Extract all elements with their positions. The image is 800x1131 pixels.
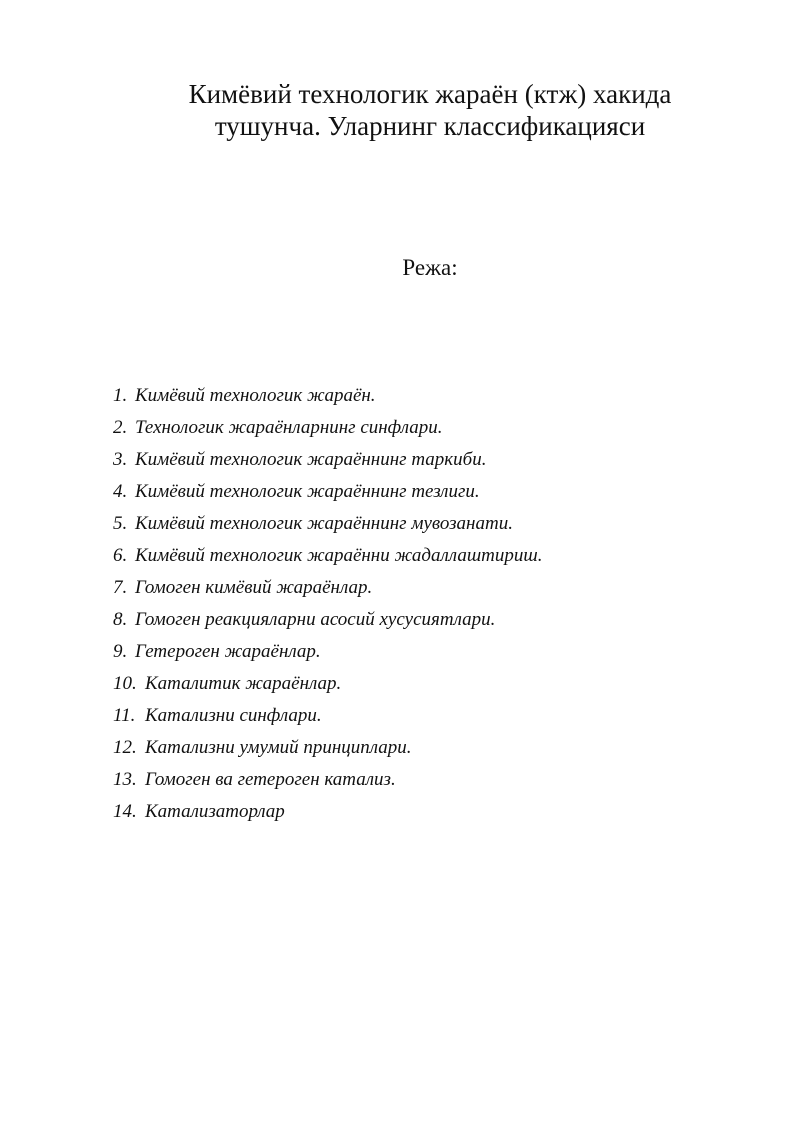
list-item-text: Кимёвий технологик жараён. [135, 385, 376, 406]
list-item-number: 1. [113, 385, 128, 406]
list-item [113, 412, 542, 444]
list-item-text: Гомоген реакцияларни асосий хусусиятлари. [135, 609, 496, 630]
list-item [113, 476, 542, 508]
list-item-text: Гомоген кимёвий жараёнлар. [135, 577, 373, 598]
list-item [113, 764, 542, 796]
list-item-text: Кимёвий технологик жараённинг таркиби. [135, 449, 487, 470]
title-line-1: Кимёвий технологик жараён (ктж) хакида [188, 79, 672, 109]
list-item [113, 700, 542, 732]
list-item [113, 572, 542, 604]
list-item-number: 14. [113, 801, 137, 822]
list-item-number: 9. [113, 641, 128, 662]
list-item-number: 8. [113, 609, 128, 630]
list-item [113, 508, 542, 540]
document-title [130, 78, 730, 142]
list-item-number: 7. [113, 577, 128, 598]
list-item-text: Технологик жараёнларнинг синфлари. [135, 417, 443, 438]
plan-outline-list [113, 380, 542, 828]
list-item [113, 604, 542, 636]
list-item [113, 732, 542, 764]
list-item [113, 636, 542, 668]
list-item [113, 380, 542, 412]
list-item-number: 6. [113, 545, 128, 566]
list-item-number: 10. [113, 673, 137, 694]
list-item-text: Кимёвий технологик жараённинг мувозанати. [135, 513, 513, 534]
list-item-text: Катализаторлар [145, 801, 285, 822]
list-item-number: 3. [113, 449, 128, 470]
list-item-number: 2. [113, 417, 128, 438]
plan-heading: Режа: [402, 255, 458, 280]
title-line-2: тушунча. Уларнинг классификацияси [214, 111, 646, 141]
list-item-text: Каталитик жараёнлар. [145, 673, 342, 694]
list-item-text: Гомоген ва гетероген катализ. [145, 769, 396, 790]
list-item-text: Катализни умумий принциплари. [145, 737, 412, 758]
list-item-number: 5. [113, 513, 128, 534]
list-item-number: 4. [113, 481, 128, 502]
list-item-text: Катализни синфлари. [145, 705, 322, 726]
list-item [113, 668, 542, 700]
list-item [113, 444, 542, 476]
list-item-text: Кимёвий технологик жараённи жадаллаштириш. [135, 545, 543, 566]
list-item [113, 796, 542, 828]
list-item-text: Кимёвий технологик жараённинг тезлиги. [135, 481, 480, 502]
list-item-number: 12. [113, 737, 137, 758]
list-item [113, 540, 542, 572]
list-item-text: Гетероген жараёнлар. [135, 641, 321, 662]
list-item-number: 11. [113, 705, 136, 726]
list-item-number: 13. [113, 769, 137, 790]
